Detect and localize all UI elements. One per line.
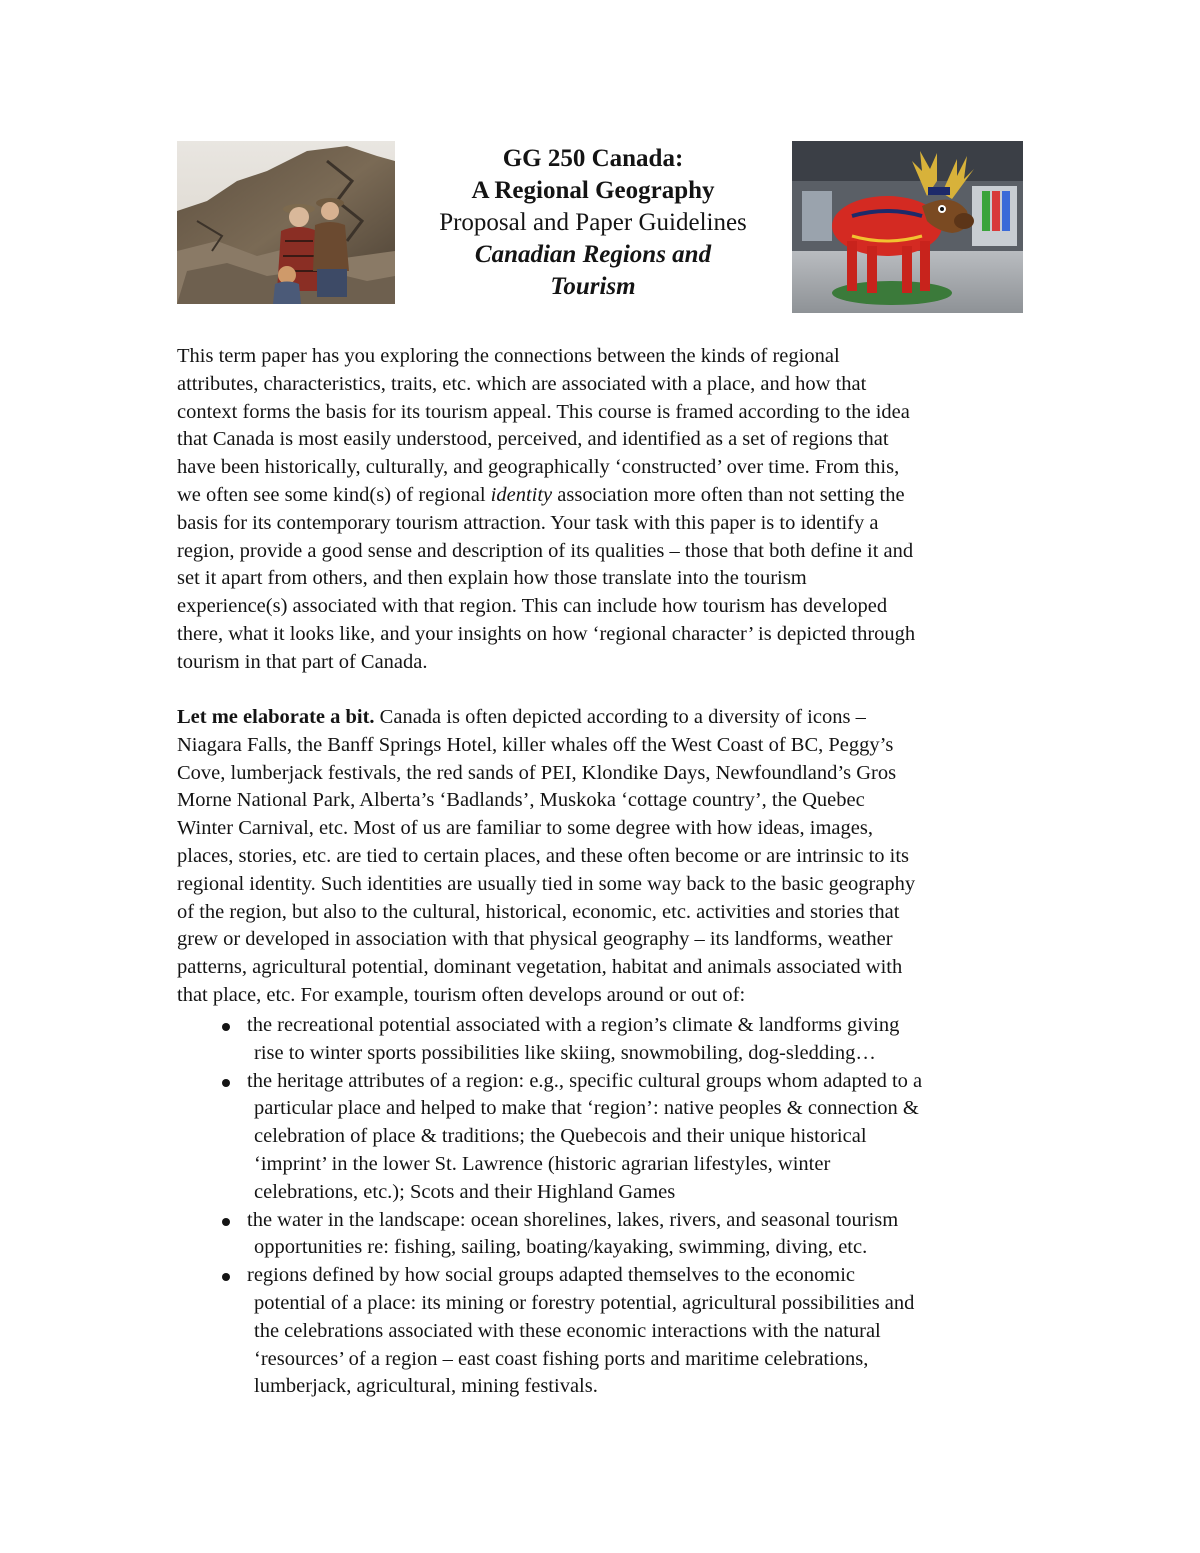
text-line: opportunities re: fishing, sailing, boating/kayaking, swimming, diving, etc. — [254, 1236, 868, 1259]
text-segment: association more often than not setting the — [552, 483, 905, 506]
text-line-with-emphasis — [177, 482, 1027, 510]
text-line-with-lead — [177, 704, 1027, 732]
text-line: celebration of place & traditions; the Quebecois and their unique historical — [254, 1125, 867, 1148]
bullet-icon — [222, 1023, 230, 1031]
text-line: basis for its contemporary tourism attraction. Your task with this paper is to identify a — [177, 511, 879, 534]
text-line: region, provide a good sense and description of its qualities – those that both define it and — [177, 539, 914, 562]
text-line: rise to winter sports possibilities like skiing, snowmobiling, dog-sledding… — [254, 1041, 876, 1064]
text-line: grew or developed in association with that physical geography – its landforms, weather — [177, 928, 893, 951]
text-line: the celebrations associated with these economic interactions with the natural — [254, 1319, 881, 1342]
text-line: places, stories, etc. are tied to certain places, and these often become or are intrinsic to its — [177, 844, 910, 867]
document-title-block — [410, 143, 776, 303]
text-line: Morne National Park, Alberta’s ‘Badlands’, Muskoka ‘cottage country’, the Quebec — [177, 789, 865, 812]
list-item — [177, 1262, 1027, 1401]
text-line: that place, etc. For example, tourism often develops around or out of: — [177, 983, 746, 1006]
text-line: tourism in that part of Canada. — [177, 650, 428, 673]
text-line: regions defined by how social groups adapted themselves to the economic — [247, 1264, 856, 1287]
text-line: Niagara Falls, the Banff Springs Hotel, killer whales off the West Coast of BC, Peggy’s — [177, 733, 894, 756]
bullet-icon — [222, 1218, 230, 1226]
text-line: potential of a place: its mining or forestry potential, agricultural possibilities and — [254, 1291, 915, 1314]
list-item — [177, 1068, 1027, 1207]
text-line: celebrations, etc.); Scots and their Highland Games — [254, 1180, 676, 1203]
tourism-bullet-list — [177, 1012, 1027, 1401]
family-on-rocks-photo — [177, 141, 395, 304]
red-moose-statue-photo — [792, 141, 1023, 313]
text-line: of the region, but also to the cultural, historical, economic, etc. activities and stories that — [177, 900, 900, 923]
emphasized-word: identity — [490, 483, 553, 506]
text-line: the heritage attributes of a region: e.g., specific cultural groups whom adapted to a — [247, 1069, 923, 1092]
list-item — [177, 1207, 1027, 1263]
text-line: Cove, lumberjack festivals, the red sands of PEI, Klondike Days, Newfoundland’s Gros — [177, 761, 897, 784]
text-line: lumberjack, agricultural, mining festivals. — [254, 1375, 598, 1398]
text-line: attributes, characteristics, traits, etc. which are associated with a place, and how that — [177, 372, 867, 395]
text-segment: we often see some kind(s) of regional — [177, 483, 491, 506]
document-type: Proposal and Paper Guidelines — [439, 209, 747, 236]
text-line: ‘resources’ of a region – east coast fishing ports and maritime celebrations, — [254, 1347, 869, 1370]
text-line: there, what it looks like, and your insights on how ‘regional character’ is depicted through — [177, 622, 916, 645]
text-line: experience(s) associated with that region. This can include how tourism has developed — [177, 595, 888, 618]
topic-title-line1: Canadian Regions and — [474, 241, 712, 268]
text-line: that Canada is most easily understood, perceived, and identified as a set of regions that — [177, 428, 889, 451]
text-line: context forms the basis for its tourism appeal. This course is framed according to the idea — [177, 400, 910, 423]
course-subtitle: A Regional Geography — [471, 177, 715, 204]
text-line: regional identity. Such identities are usually tied in some way back to the basic geography — [177, 872, 916, 895]
elaboration-paragraph — [177, 704, 1027, 1010]
text-line: set it apart from others, and then explain how those translate into the tourism — [177, 567, 807, 590]
text-line: ‘imprint’ in the lower St. Lawrence (historic agrarian lifestyles, winter — [254, 1152, 831, 1175]
text-line: particular place and helped to make that ‘region’: native peoples & connection & — [254, 1097, 919, 1120]
text-segment: Canada is often depicted according to a diversity of icons – — [374, 706, 866, 728]
bullet-icon — [222, 1273, 230, 1281]
bullet-icon — [222, 1079, 230, 1087]
text-line: the recreational potential associated with a region’s climate & landforms giving — [247, 1014, 900, 1036]
text-line: the water in the landscape: ocean shorelines, lakes, rivers, and seasonal tourism — [247, 1208, 899, 1231]
topic-title-line2: Tourism — [550, 273, 636, 300]
text-line: patterns, agricultural potential, dominant vegetation, habitat and animals associated with — [177, 956, 903, 979]
paragraph-lead: Let me elaborate a bit. — [177, 706, 375, 728]
text-line: This term paper has you exploring the connections between the kinds of regional — [177, 345, 840, 367]
course-title: GG 250 Canada: — [502, 145, 684, 172]
text-line: have been historically, culturally, and geographically ‘constructed’ over time. From this, — [177, 456, 900, 479]
list-item — [177, 1012, 1027, 1068]
text-line: Winter Carnival, etc. Most of us are familiar to some degree with how ideas, images, — [177, 817, 873, 840]
intro-paragraph — [177, 343, 1027, 677]
